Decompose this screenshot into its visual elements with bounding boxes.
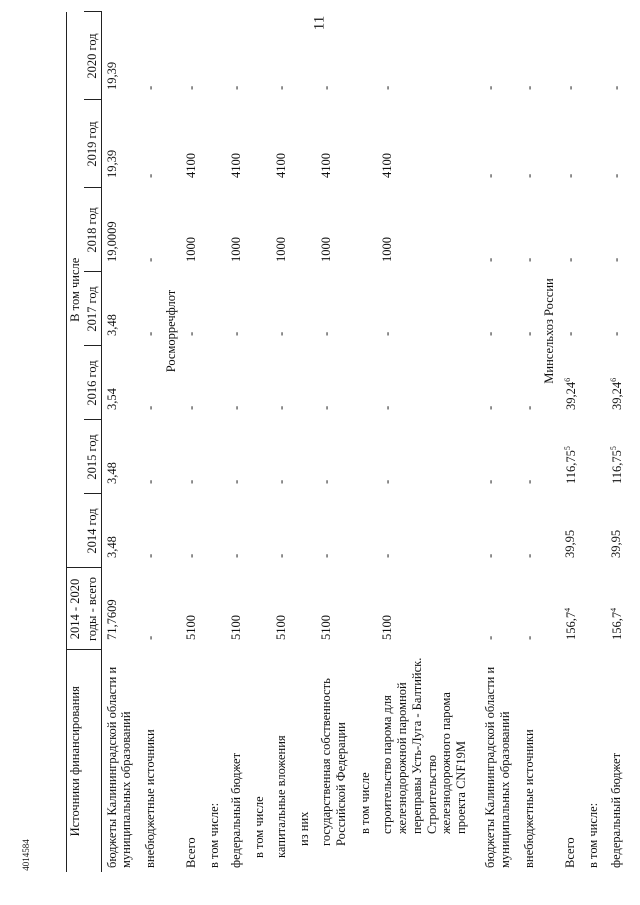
cell-year-value: [294, 272, 317, 346]
cell-value: -: [143, 85, 158, 90]
cell-year-value: [204, 272, 227, 346]
cell-year-value: [377, 494, 480, 568]
table-row: [226, 12, 249, 872]
cell-source: строительство парома для железнодорожной паромной переправы Усть-Луга - Балтийск. Строительство железнодорожного парома проекта CNF19M: [380, 657, 469, 834]
cell-year-value: [583, 12, 606, 100]
footnote-mark: 6: [609, 377, 619, 382]
cell-value: -: [274, 85, 289, 90]
table-header: [67, 12, 102, 872]
cell-year-value: [140, 346, 163, 420]
cell-year-value: [480, 100, 519, 188]
cell-total: [226, 568, 249, 650]
cell-total: [271, 568, 294, 650]
cell-year-value: [583, 494, 606, 568]
cell-year-value: [480, 188, 519, 272]
cell-year-value: [271, 100, 294, 188]
footnote-mark: 4: [609, 607, 619, 612]
cell-value: -: [483, 173, 498, 178]
cell-source: внебюджетные источники: [521, 729, 536, 868]
cell-year-value: [271, 188, 294, 272]
table-row: [271, 12, 294, 872]
cell-year-value: [316, 494, 355, 568]
cell-total: [204, 568, 227, 650]
cell-year-value: [316, 272, 355, 346]
cell-year-value: [226, 272, 249, 346]
cell-value: -: [380, 405, 395, 410]
cell-year-value: [101, 272, 140, 346]
cell-year-value: [181, 346, 204, 420]
cell-value: -: [143, 257, 158, 262]
cell-year-value: [181, 188, 204, 272]
cell-year-value: [294, 100, 317, 188]
cell-year-value: [101, 494, 140, 568]
cell-year-value: [249, 420, 272, 494]
header-year: 2015 год: [84, 420, 101, 494]
table-row: [294, 12, 317, 872]
cell-value: 1000: [229, 237, 244, 262]
cell-value: -: [609, 257, 624, 262]
cell-value: -: [521, 553, 536, 558]
cell-value: 39,95: [562, 529, 577, 558]
cell-year-value: [101, 420, 140, 494]
cell-value: 19,39: [104, 149, 119, 178]
cell-year-value: [271, 12, 294, 100]
cell-value: -: [380, 479, 395, 484]
cell-year-value: [606, 272, 630, 346]
cell-year-value: [560, 272, 584, 346]
cell-total-value: -: [521, 635, 536, 640]
cell-year-value: [606, 420, 630, 494]
header-total-line1: 2014 - 2020: [67, 568, 84, 650]
cell-year-value: [355, 272, 378, 346]
cell-value: 3,54: [104, 388, 119, 410]
cell-value: -: [380, 331, 395, 336]
cell-value: 4100: [380, 153, 395, 178]
cell-year-value: [355, 494, 378, 568]
cell-year-value: [271, 272, 294, 346]
cell-year-value: [480, 272, 519, 346]
cell-year-value: [249, 272, 272, 346]
cell-year-value: [204, 12, 227, 100]
cell-source: Всего: [562, 837, 577, 868]
cell-value: -: [521, 257, 536, 262]
cell-year-value: [583, 100, 606, 188]
cell-value: -: [229, 405, 244, 410]
cell-total: [316, 568, 355, 650]
cell-year-value: [560, 494, 584, 568]
cell-value: -: [609, 173, 624, 178]
table-row: [204, 12, 227, 872]
cell-value: -: [521, 479, 536, 484]
document-code-text: 4014584: [21, 839, 31, 871]
table-row: [140, 12, 163, 872]
cell-value: -: [521, 405, 536, 410]
cell-year-value: [377, 420, 480, 494]
cell-value: 19,0009: [104, 221, 119, 262]
cell-total-value: 5100: [380, 615, 395, 640]
footnote-mark: 4: [562, 607, 572, 612]
cell-value: 4100: [183, 153, 198, 178]
cell-value: -: [183, 405, 198, 410]
cell-year-value: [226, 100, 249, 188]
cell-year-value: [101, 188, 140, 272]
cell-year-value: [204, 346, 227, 420]
cell-value: -: [483, 553, 498, 558]
table-row: [560, 12, 584, 872]
cell-source: капитальные вложения: [274, 735, 289, 858]
cell-year-value: [583, 188, 606, 272]
cell-year-value: [560, 188, 584, 272]
cell-total-value: 5100: [319, 615, 334, 640]
cell-total: [181, 568, 204, 650]
cell-total-value: 156,7: [563, 611, 578, 640]
cell-year-value: [377, 272, 480, 346]
agency-name: Минсельхоз России: [542, 278, 557, 384]
rotated-table-container: [66, 12, 630, 872]
cell-value: 116,75: [610, 450, 625, 484]
cell-year-value: [355, 420, 378, 494]
cell-total: [140, 568, 163, 650]
cell-year-value: [377, 12, 480, 100]
cell-year-value: [271, 420, 294, 494]
cell-year-value: [226, 12, 249, 100]
cell-year-value: [101, 100, 140, 188]
cell-value: -: [143, 173, 158, 178]
cell-source: государственная собственность Российской Федерации: [319, 678, 349, 846]
cell-value: 3,48: [104, 536, 119, 558]
cell-total: [606, 568, 630, 650]
cell-value: -: [229, 479, 244, 484]
cell-value: -: [609, 331, 624, 336]
cell-source: в том числе:: [586, 802, 601, 868]
footnote-mark: 5: [562, 446, 572, 451]
cell-year-value: [140, 100, 163, 188]
cell-year-value: [316, 12, 355, 100]
cell-total-value: -: [143, 635, 158, 640]
cell-value: -: [229, 553, 244, 558]
cell-year-value: [519, 494, 542, 568]
cell-value: -: [274, 553, 289, 558]
cell-value: 39,24: [610, 381, 625, 410]
cell-year-value: [316, 420, 355, 494]
cell-year-value: [140, 494, 163, 568]
cell-year-value: [226, 188, 249, 272]
cell-total-value: -: [483, 635, 498, 640]
cell-value: -: [483, 479, 498, 484]
cell-value: -: [562, 257, 577, 262]
cell-value: -: [562, 331, 577, 336]
cell-year-value: [377, 100, 480, 188]
footnote-mark: 5: [609, 446, 619, 451]
cell-total: [101, 568, 140, 650]
cell-year-value: [355, 346, 378, 420]
cell-total-value: 71,7609: [104, 599, 119, 640]
cell-value: 3,48: [104, 314, 119, 336]
cell-year-value: [560, 346, 584, 420]
cell-year-value: [204, 494, 227, 568]
cell-value: -: [483, 331, 498, 336]
cell-year-value: [560, 420, 584, 494]
cell-year-value: [294, 346, 317, 420]
cell-total-value: 5100: [229, 615, 244, 640]
cell-value: 39,24: [563, 381, 578, 410]
cell-year-value: [271, 346, 294, 420]
financing-table: [66, 12, 630, 873]
cell-total: [519, 568, 542, 650]
cell-year-value: [316, 346, 355, 420]
cell-source: бюджеты Калининградской области и муниципальных образований: [104, 666, 134, 868]
table-row: [606, 12, 630, 872]
header-year: 2014 год: [84, 494, 101, 568]
agency-name: Росморречфлот: [163, 289, 178, 373]
cell-value: -: [229, 331, 244, 336]
cell-value: -: [483, 405, 498, 410]
document-code: [20, 820, 32, 890]
cell-year-value: [583, 420, 606, 494]
header-year: 2017 год: [84, 272, 101, 346]
cell-value: -: [562, 85, 577, 90]
cell-source: внебюджетные источники: [143, 729, 158, 868]
table-row: [101, 12, 140, 872]
cell-year-value: [294, 188, 317, 272]
cell-value: -: [319, 479, 334, 484]
cell-year-value: [377, 188, 480, 272]
table-row: [355, 12, 378, 872]
cell-source: в том числе: [251, 796, 266, 858]
cell-value: 1000: [183, 237, 198, 262]
cell-value: -: [183, 331, 198, 336]
cell-year-value: [519, 100, 542, 188]
cell-year-value: [181, 494, 204, 568]
cell-year-value: [140, 12, 163, 100]
cell-year-value: [204, 100, 227, 188]
cell-year-value: [316, 188, 355, 272]
agency-spacer: [163, 650, 181, 872]
cell-total-value: 5100: [274, 615, 289, 640]
header-total-line2: годы - всего: [84, 568, 101, 650]
cell-year-value: [355, 12, 378, 100]
cell-year-value: [480, 346, 519, 420]
cell-source: бюджеты Калининградской области и муниципальных образований: [483, 666, 513, 868]
cell-year-value: [249, 12, 272, 100]
cell-source: Всего: [183, 837, 198, 868]
cell-year-value: [249, 188, 272, 272]
cell-value: -: [274, 331, 289, 336]
cell-year-value: [204, 188, 227, 272]
cell-year-value: [249, 494, 272, 568]
cell-year-value: [606, 100, 630, 188]
cell-year-value: [316, 100, 355, 188]
table-row: [377, 12, 480, 872]
agency-spacer: [541, 650, 559, 872]
cell-source: федеральный бюджет: [609, 752, 624, 868]
cell-value: -: [562, 173, 577, 178]
cell-value: -: [609, 85, 624, 90]
cell-year-value: [294, 494, 317, 568]
table-row: [519, 12, 542, 872]
cell-value: -: [143, 553, 158, 558]
cell-value: -: [319, 85, 334, 90]
cell-year-value: [249, 346, 272, 420]
cell-year-value: [519, 346, 542, 420]
cell-value: -: [183, 85, 198, 90]
cell-value: -: [521, 85, 536, 90]
cell-total: [249, 568, 272, 650]
cell-value: 3,48: [104, 462, 119, 484]
table-body: [101, 12, 630, 872]
cell-value: -: [229, 85, 244, 90]
cell-year-value: [249, 100, 272, 188]
cell-year-value: [140, 420, 163, 494]
cell-value: -: [521, 173, 536, 178]
cell-year-value: [377, 346, 480, 420]
table-row: [316, 12, 355, 872]
cell-year-value: [519, 188, 542, 272]
cell-source: в том числе: [357, 772, 372, 834]
cell-year-value: [181, 100, 204, 188]
cell-year-value: [181, 420, 204, 494]
cell-value: -: [319, 553, 334, 558]
cell-year-value: [101, 346, 140, 420]
cell-value: 1000: [380, 237, 395, 262]
cell-value: 39,95: [609, 529, 624, 558]
page-number-text: 11: [311, 15, 328, 31]
cell-value: 19,39: [104, 61, 119, 90]
cell-value: -: [274, 405, 289, 410]
cell-value: -: [483, 85, 498, 90]
cell-total-value: 156,7: [610, 611, 625, 640]
table-row: [583, 12, 606, 872]
cell-year-value: [583, 272, 606, 346]
cell-year-value: [271, 494, 294, 568]
cell-value: -: [274, 479, 289, 484]
cell-value: -: [521, 331, 536, 336]
cell-year-value: [226, 346, 249, 420]
cell-value: -: [143, 405, 158, 410]
cell-year-value: [560, 100, 584, 188]
cell-year-value: [519, 12, 542, 100]
cell-source: в том числе:: [206, 802, 221, 868]
table-row: [181, 12, 204, 872]
cell-value: 116,75: [563, 450, 578, 484]
cell-value: -: [183, 553, 198, 558]
cell-year-value: [226, 494, 249, 568]
cell-value: 1000: [319, 237, 334, 262]
cell-value: 4100: [229, 153, 244, 178]
cell-year-value: [101, 12, 140, 100]
cell-year-value: [560, 12, 584, 100]
cell-value: -: [143, 479, 158, 484]
cell-value: 4100: [319, 153, 334, 178]
cell-year-value: [606, 188, 630, 272]
cell-year-value: [480, 420, 519, 494]
cell-year-value: [140, 272, 163, 346]
cell-value: 1000: [274, 237, 289, 262]
cell-year-value: [226, 420, 249, 494]
cell-year-value: [294, 420, 317, 494]
cell-year-value: [140, 188, 163, 272]
cell-total: [355, 568, 378, 650]
cell-total: [294, 568, 317, 650]
header-year: 2016 год: [84, 346, 101, 420]
cell-year-value: [583, 346, 606, 420]
cell-source: из них: [296, 811, 311, 846]
cell-year-value: [606, 494, 630, 568]
header-year: 2020 год: [84, 12, 101, 100]
cell-year-value: [355, 188, 378, 272]
header-year: 2018 год: [84, 188, 101, 272]
cell-year-value: [355, 100, 378, 188]
cell-year-value: [519, 420, 542, 494]
cell-total: [560, 568, 584, 650]
table-row: [249, 12, 272, 872]
header-year: 2019 год: [84, 100, 101, 188]
cell-total: [377, 568, 480, 650]
cell-value: -: [319, 405, 334, 410]
cell-year-value: [519, 272, 542, 346]
cell-year-value: [181, 12, 204, 100]
header-source: Источники финансирования: [67, 650, 102, 872]
cell-value: -: [143, 331, 158, 336]
cell-value: -: [380, 85, 395, 90]
cell-value: -: [319, 331, 334, 336]
cell-source: федеральный бюджет: [229, 752, 244, 868]
footnote-mark: 6: [562, 377, 572, 382]
cell-total: [480, 568, 519, 650]
table-row: [480, 12, 519, 872]
cell-year-value: [480, 12, 519, 100]
agency-row: [541, 12, 559, 872]
cell-value: 4100: [274, 153, 289, 178]
cell-total-value: 5100: [183, 615, 198, 640]
cell-value: -: [483, 257, 498, 262]
cell-year-value: [606, 346, 630, 420]
cell-value: -: [183, 479, 198, 484]
header-including: В том числе: [67, 12, 84, 568]
cell-total: [583, 568, 606, 650]
cell-year-value: [606, 12, 630, 100]
cell-year-value: [204, 420, 227, 494]
cell-value: -: [380, 553, 395, 558]
agency-row: [163, 12, 181, 872]
cell-year-value: [480, 494, 519, 568]
cell-year-value: [294, 12, 317, 100]
cell-year-value: [181, 272, 204, 346]
